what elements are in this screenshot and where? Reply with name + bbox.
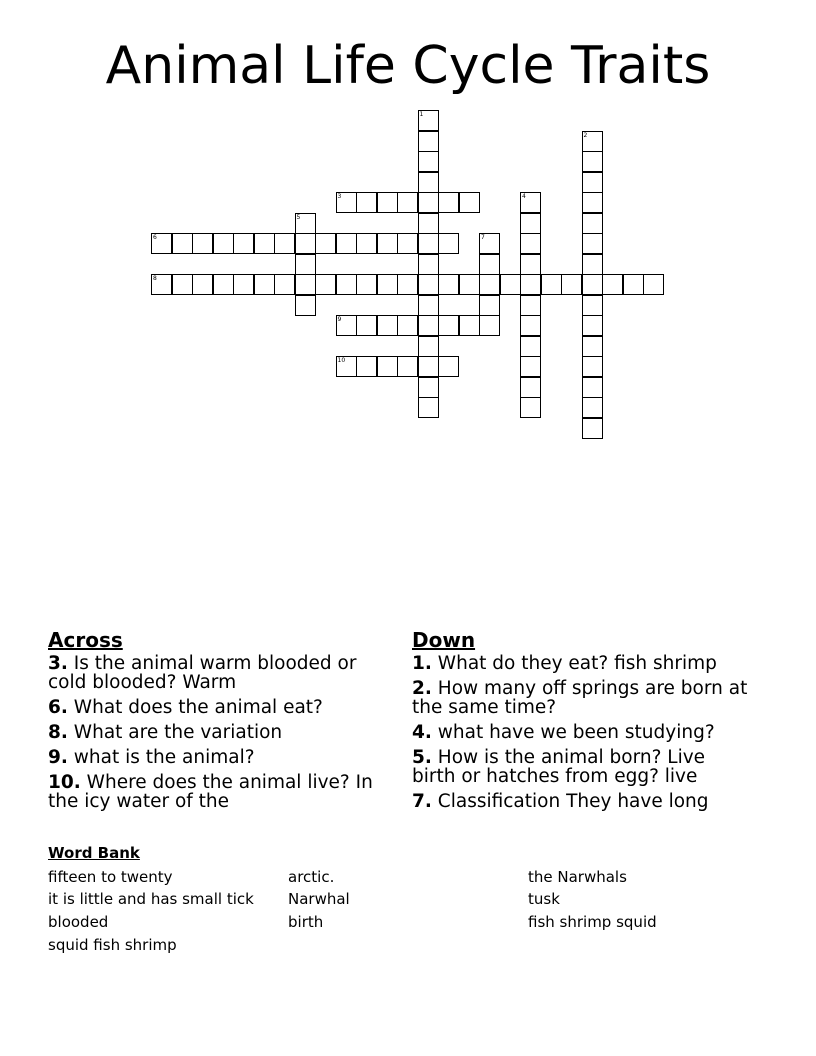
cell-number: 2 (583, 131, 588, 139)
cell-number: 4 (522, 193, 526, 200)
crossword-cell[interactable] (520, 295, 541, 316)
crossword-cell[interactable] (582, 295, 603, 316)
down-clue: 5. How is the animal born? Live birth or hatches from egg? live (412, 747, 706, 787)
crossword-cell[interactable] (561, 274, 582, 295)
crossword-cell[interactable] (213, 233, 234, 254)
crossword-cell[interactable] (192, 274, 213, 295)
crossword-cell[interactable] (520, 315, 541, 336)
crossword-cell[interactable] (418, 274, 439, 295)
crossword-cell[interactable] (418, 356, 439, 377)
across-clue: 8. What are the variation (48, 722, 283, 743)
crossword-cell[interactable] (377, 274, 398, 295)
crossword-cell[interactable] (172, 274, 193, 295)
crossword-cell[interactable] (582, 377, 603, 398)
crossword-cell[interactable] (233, 274, 254, 295)
crossword-cell[interactable] (438, 356, 459, 377)
word-bank-item: birth (288, 913, 324, 931)
cell-number: 7 (481, 234, 485, 241)
crossword-cell[interactable] (295, 274, 316, 295)
crossword-cell[interactable] (438, 274, 459, 295)
crossword-cell[interactable] (520, 397, 541, 418)
word-bank-title: Word Bank (48, 844, 140, 862)
crossword-cell[interactable] (377, 315, 398, 336)
down-heading: Down (412, 628, 476, 652)
crossword-cell[interactable] (479, 254, 500, 275)
crossword-cell[interactable] (582, 233, 603, 254)
crossword-cell[interactable] (459, 192, 480, 213)
crossword-cell[interactable] (582, 151, 603, 172)
word-bank-item: blooded (48, 913, 109, 931)
crossword-cell[interactable] (479, 233, 500, 254)
crossword-cell[interactable] (418, 172, 439, 193)
crossword-cell[interactable] (582, 172, 603, 193)
crossword-cell[interactable] (582, 192, 603, 213)
across-clue: 3. Is the animal warm blooded or cold blooded? Warm (48, 653, 357, 693)
crossword-cell[interactable] (254, 233, 275, 254)
across-clue: 10. Where does the animal live? In the icy water of the (48, 772, 373, 812)
crossword-cell[interactable] (582, 315, 603, 336)
cell-number: 6 (153, 234, 157, 241)
cell-number: 8 (153, 275, 157, 282)
crossword-cell[interactable] (418, 336, 439, 357)
crossword-cell[interactable] (582, 356, 603, 377)
crossword-cell[interactable] (377, 233, 398, 254)
cell-number: 1 (419, 111, 424, 118)
crossword-cell[interactable] (315, 274, 336, 295)
crossword-cell[interactable] (500, 274, 521, 295)
crossword-cell[interactable] (623, 274, 644, 295)
crossword-cell[interactable] (356, 233, 377, 254)
crossword-cell[interactable] (438, 315, 459, 336)
down-clue: 7. Classification They have long (412, 791, 709, 812)
crossword-cell[interactable] (397, 233, 418, 254)
crossword-cell[interactable] (520, 233, 541, 254)
crossword-cell[interactable] (336, 356, 357, 377)
crossword-cell[interactable] (213, 274, 234, 295)
cell-number: 9 (337, 316, 342, 323)
word-bank-item: Narwhal (288, 890, 350, 908)
down-clue: 4. what have we been studying? (412, 722, 715, 743)
crossword-cell[interactable] (582, 397, 603, 418)
crossword-cell[interactable] (418, 213, 439, 234)
across-heading: Across (48, 628, 123, 652)
word-bank-item: tusk (528, 890, 560, 908)
crossword-cell[interactable] (418, 377, 439, 398)
crossword-cell[interactable] (418, 254, 439, 275)
crossword-cell[interactable] (172, 233, 193, 254)
cell-number: 5 (296, 213, 301, 221)
crossword-cell[interactable] (151, 274, 172, 295)
crossword-cell[interactable] (459, 274, 480, 295)
crossword-cell[interactable] (397, 192, 418, 213)
crossword-cell[interactable] (377, 356, 398, 377)
down-clues (412, 628, 752, 817)
crossword-cell[interactable] (438, 233, 459, 254)
crossword-cell[interactable] (520, 213, 541, 234)
crossword-cell[interactable] (397, 356, 418, 377)
crossword-cell[interactable] (356, 315, 377, 336)
crossword-cell[interactable] (336, 315, 357, 336)
crossword-cell[interactable] (233, 233, 254, 254)
word-bank-item: fish shrimp squid (528, 913, 657, 931)
word-bank-item: the Narwhals (528, 868, 627, 886)
crossword-cell[interactable] (336, 233, 357, 254)
crossword-cell[interactable] (602, 274, 623, 295)
cell-number: 3 (337, 193, 342, 200)
crossword-cell[interactable] (418, 110, 439, 131)
crossword-cell[interactable] (479, 274, 500, 295)
word-bank-item: it is little and has small tick (48, 890, 254, 908)
crossword-cell[interactable] (520, 336, 541, 357)
crossword-cell[interactable] (151, 233, 172, 254)
crossword-cell[interactable] (418, 131, 439, 152)
crossword-cell[interactable] (397, 274, 418, 295)
word-bank-item: fifteen to twenty (48, 868, 173, 886)
crossword-cell[interactable] (520, 274, 541, 295)
crossword-cell[interactable] (274, 233, 295, 254)
crossword-cell[interactable] (643, 274, 664, 295)
word-bank-item: squid fish shrimp (48, 936, 177, 954)
crossword-cell[interactable] (582, 131, 603, 152)
crossword-grid (0, 0, 816, 460)
crossword-cell[interactable] (418, 295, 439, 316)
crossword-cell[interactable] (254, 274, 275, 295)
crossword-cell[interactable] (295, 295, 316, 316)
crossword-cell[interactable] (192, 233, 213, 254)
across-clue: 6. What does the animal eat? (48, 697, 323, 718)
crossword-cell[interactable] (479, 315, 500, 336)
crossword-cell[interactable] (418, 397, 439, 418)
crossword-cell[interactable] (274, 274, 295, 295)
crossword-cell[interactable] (438, 192, 459, 213)
crossword-cell[interactable] (520, 377, 541, 398)
crossword-cell[interactable] (336, 192, 357, 213)
crossword-cell[interactable] (356, 356, 377, 377)
crossword-cell[interactable] (377, 192, 398, 213)
crossword-cell[interactable] (459, 315, 480, 336)
crossword-cell[interactable] (356, 274, 377, 295)
crossword-cell[interactable] (295, 213, 316, 234)
crossword-cell[interactable] (520, 254, 541, 275)
crossword-cell[interactable] (520, 192, 541, 213)
crossword-cell[interactable] (418, 233, 439, 254)
crossword-cell[interactable] (582, 254, 603, 275)
crossword-cell[interactable] (418, 315, 439, 336)
crossword-cell[interactable] (356, 192, 377, 213)
crossword-cell[interactable] (479, 295, 500, 316)
across-clue: 9. what is the animal? (48, 747, 255, 768)
crossword-cell[interactable] (295, 254, 316, 275)
crossword-cell[interactable] (582, 213, 603, 234)
crossword-cell[interactable] (582, 336, 603, 357)
crossword-cell[interactable] (315, 233, 336, 254)
cell-number: 10 (337, 357, 346, 364)
crossword-cell[interactable] (295, 233, 316, 254)
word-bank-item: arctic. (288, 868, 335, 886)
crossword-cell[interactable] (418, 151, 439, 172)
crossword-cell[interactable] (582, 274, 603, 295)
down-clue: 1. What do they eat? fish shrimp (412, 653, 717, 674)
down-clue: 2. How many off springs are born at the same time? (412, 678, 748, 718)
crossword-cell[interactable] (397, 315, 418, 336)
crossword-cell[interactable] (336, 274, 357, 295)
crossword-cell[interactable] (582, 418, 603, 439)
across-clues (48, 628, 388, 817)
crossword-cell[interactable] (520, 356, 541, 377)
crossword-cell[interactable] (418, 192, 439, 213)
puzzle-title: Animal Life Cycle Traits (105, 36, 711, 96)
crossword-cell[interactable] (541, 274, 562, 295)
